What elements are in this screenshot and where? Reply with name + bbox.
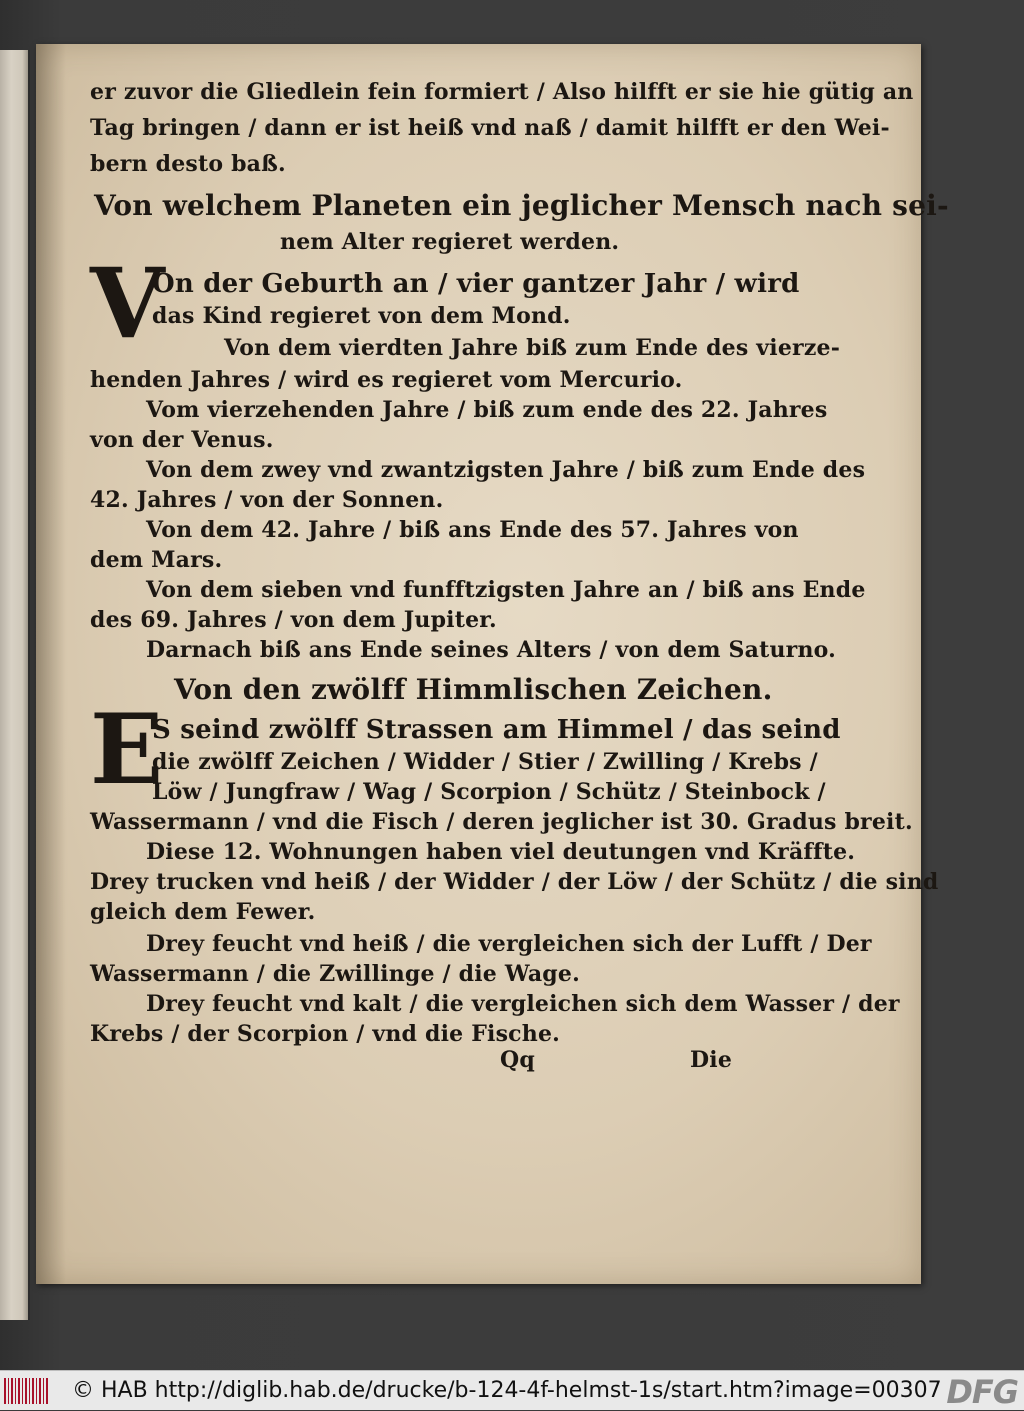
text-line: dem Mars. — [90, 547, 223, 573]
text-line: Von dem 42. Jahre / biß ans Ende des 57. Jahres von — [146, 517, 799, 543]
text-line: Von dem vierdten Jahre biß zum Ende des vierze- — [224, 335, 841, 361]
text-line: 42. Jahres / von der Sonnen. — [90, 487, 444, 513]
text-line: bern desto baß. — [90, 151, 286, 177]
text-line: die zwölff Zeichen / Widder / Stier / Zwilling / Krebs / — [152, 749, 818, 775]
catchword: Die — [690, 1047, 733, 1073]
barcode-icon — [4, 1378, 48, 1404]
text-line: Von dem zwey vnd zwantzigsten Jahre / biß zum Ende des — [146, 457, 866, 483]
text-line: On der Geburth an / vier gantzer Jahr / wird — [152, 269, 800, 299]
text-line: Drey trucken vnd heiß / der Widder / der Löw / der Schütz / die sind — [90, 869, 939, 895]
footer-bar — [0, 1370, 1024, 1410]
section-heading-cont: nem Alter regieret werden. — [280, 229, 620, 255]
text-line: Krebs / der Scorpion / vnd die Fische. — [90, 1021, 560, 1047]
text-line: Diese 12. Wohnungen haben viel deutungen vnd Kräffte. — [146, 839, 856, 865]
text-line: er zuvor die Gliedlein fein formiert / Also hilfft er sie hie gütig an — [90, 79, 914, 105]
gutter-shadow — [36, 44, 66, 1284]
text-line: von der Venus. — [90, 427, 274, 453]
text-line: Vom vierzehenden Jahre / biß zum ende des 22. Jahres — [146, 397, 828, 423]
section-heading: Von welchem Planeten ein jeglicher Mensch nach sei- — [94, 189, 949, 222]
text-line: Tag bringen / dann er ist heiß vnd naß / damit hilfft er den Wei- — [90, 115, 890, 141]
text-line: S seind zwölff Strassen am Himmel / das seind — [152, 715, 841, 745]
signature-mark: Qq — [500, 1047, 535, 1073]
text-line: das Kind regieret von dem Mond. — [152, 303, 571, 329]
text-line: Löw / Jungfraw / Wag / Scorpion / Schütz / Steinbock / — [152, 779, 826, 805]
previous-page-edge — [0, 50, 30, 1320]
drop-cap: E — [90, 693, 164, 806]
text-line: des 69. Jahres / von dem Jupiter. — [90, 607, 497, 633]
section-heading: Von den zwölff Himmlischen Zeichen. — [174, 673, 773, 706]
text-line: henden Jahres / wird es regieret vom Mercurio. — [90, 367, 683, 393]
text-line: Darnach biß ans Ende seines Alters / von dem Saturno. — [146, 637, 836, 663]
text-line: Wassermann / die Zwillinge / die Wage. — [90, 961, 580, 987]
dfg-logo: DFG — [946, 1373, 1018, 1411]
text-line: Drey feucht vnd heiß / die vergleichen sich der Lufft / Der — [146, 931, 872, 957]
text-line: Drey feucht vnd kalt / die vergleichen sich dem Wasser / der — [146, 991, 900, 1017]
text-line: Wassermann / vnd die Fisch / deren jeglicher ist 30. Gradus breit. — [90, 809, 913, 835]
text-line: Von dem sieben vnd funfftzigsten Jahre an / biß ans Ende — [146, 577, 866, 603]
text-line: gleich dem Fewer. — [90, 899, 316, 925]
copyright-url[interactable]: © HAB http://diglib.hab.de/drucke/b-124-4f-helmst-1s/start.htm?image=00307 — [72, 1378, 942, 1403]
drop-cap: V — [90, 247, 165, 360]
